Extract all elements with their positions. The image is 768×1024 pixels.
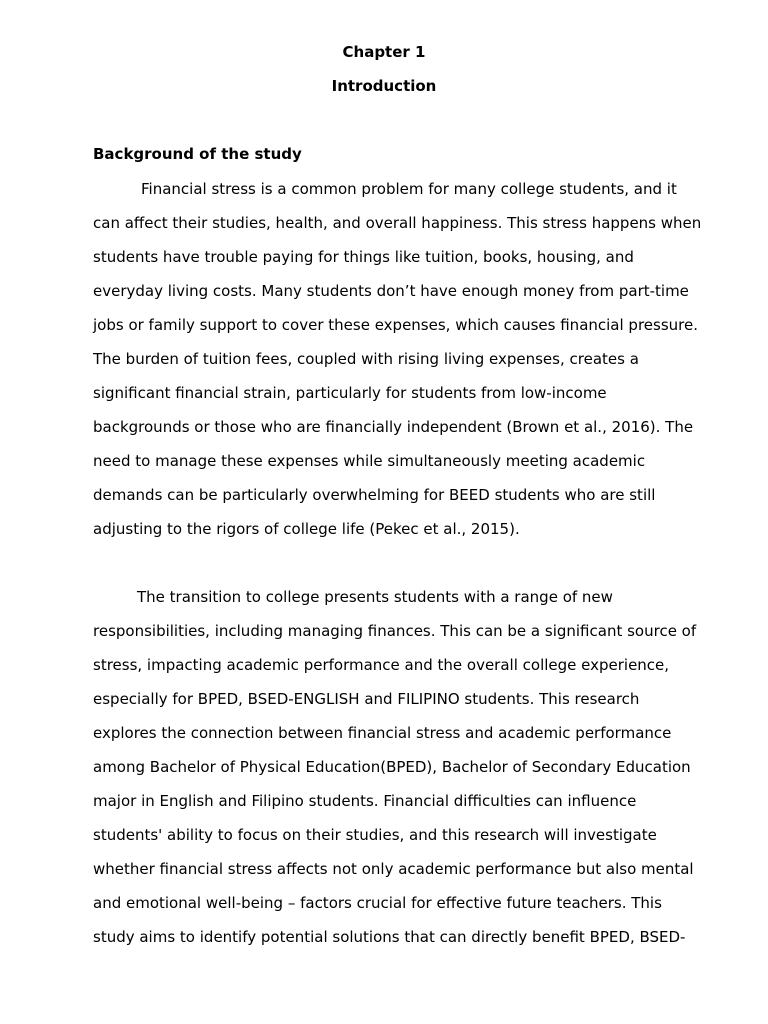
- paragraph-line: and emotional well-being – factors crucial for effective future teachers. This: [93, 894, 662, 912]
- paragraph-line: students have trouble paying for things like tuition, books, housing, and: [93, 248, 634, 266]
- chapter-label: Chapter 1: [342, 43, 426, 61]
- paragraph-line: stress, impacting academic performance and the overall college experience,: [93, 656, 670, 674]
- paragraph-line: The transition to college presents students with a range of new: [137, 588, 613, 606]
- paragraph-line: responsibilities, including managing finances. This can be a significant source of: [93, 622, 697, 640]
- paragraph-line: study aims to identify potential solutions that can directly benefit BPED, BSED-: [93, 928, 686, 946]
- paragraph-line: adjusting to the rigors of college life (Pekec et al., 2015).: [93, 520, 520, 538]
- paragraph-line: whether financial stress affects not only academic performance but also mental: [93, 860, 694, 878]
- paragraph-line: significant financial strain, particularly for students from low-income: [93, 384, 607, 402]
- paragraph-line: need to manage these expenses while simultaneously meeting academic: [93, 452, 646, 470]
- paragraph-line: explores the connection between financial stress and academic performance: [93, 724, 672, 742]
- paragraph-line: The burden of tuition fees, coupled with rising living expenses, creates a: [93, 350, 639, 368]
- paragraph-line: major in English and Filipino students. Financial difficulties can influence: [93, 792, 637, 810]
- paragraph-line: students' ability to focus on their studies, and this research will investigate: [93, 826, 657, 844]
- paragraph-line: jobs or family support to cover these expenses, which causes financial pressure.: [93, 316, 698, 334]
- paragraph-line: can affect their studies, health, and overall happiness. This stress happens when: [93, 214, 702, 232]
- paragraph-line: everyday living costs. Many students don’t have enough money from part-time: [93, 282, 689, 300]
- paragraph-line: especially for BPED, BSED-ENGLISH and FILIPINO students. This research: [93, 690, 640, 708]
- section-heading: Background of the study: [93, 145, 302, 163]
- paragraph-line: demands can be particularly overwhelming for BEED students who are still: [93, 486, 656, 504]
- paragraph-line: backgrounds or those who are financially independent (Brown et al., 2016). The: [93, 418, 694, 436]
- paragraph-line: Financial stress is a common problem for many college students, and it: [141, 180, 677, 198]
- paragraph-line: among Bachelor of Physical Education(BPED), Bachelor of Secondary Education: [93, 758, 691, 776]
- chapter-title: Introduction: [331, 77, 437, 95]
